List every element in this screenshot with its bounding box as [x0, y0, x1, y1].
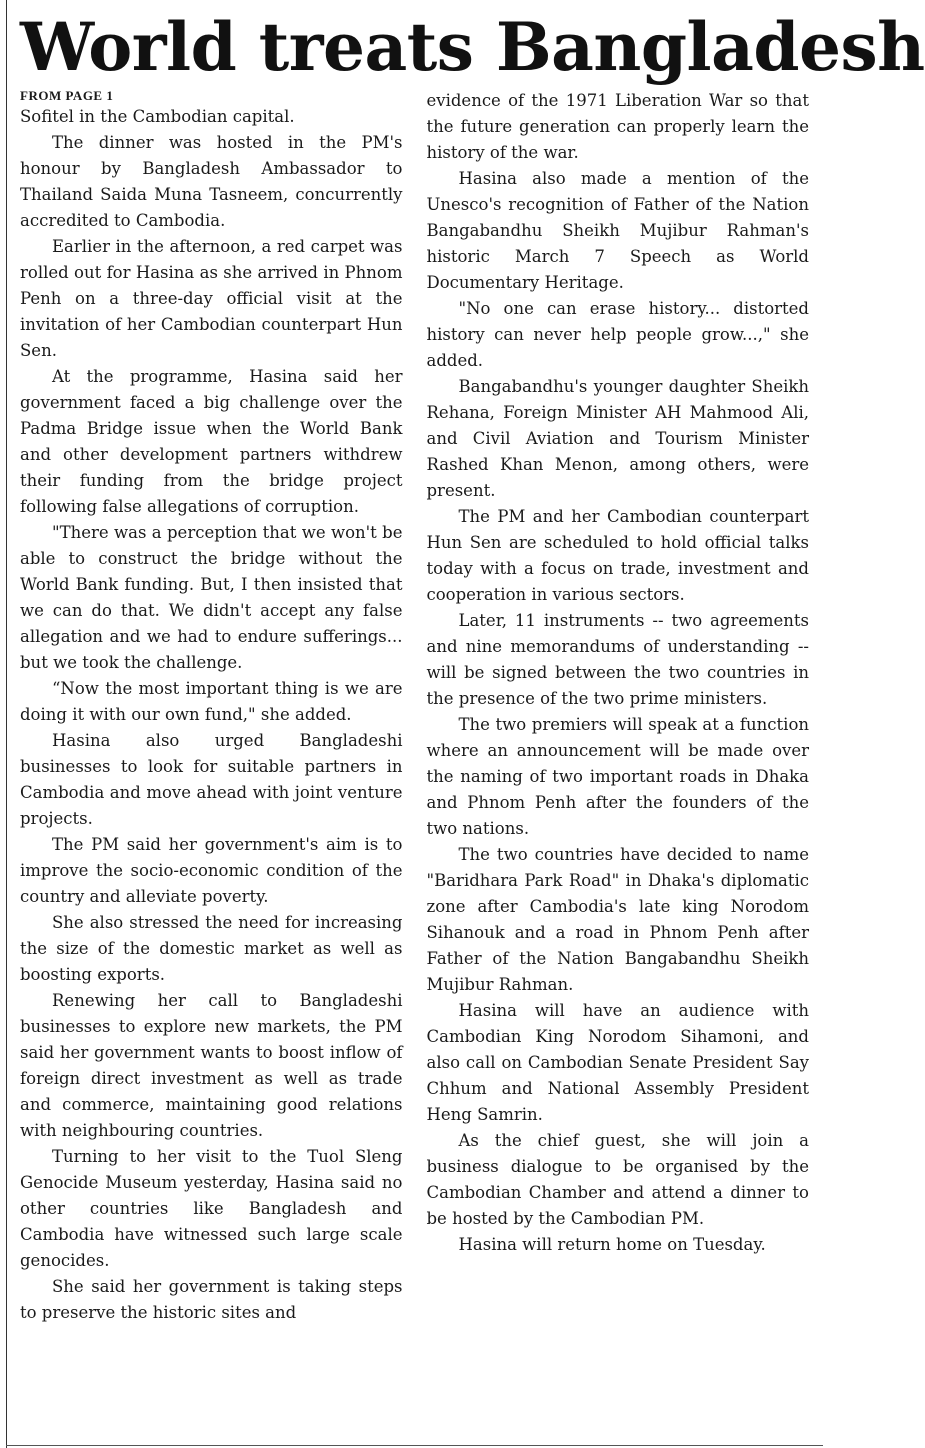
paragraph: At the programme, Hasina said her government faced a big challenge over the Padma Bridge issue when the World Bank and other development partners withdrew their funding from the bridge project following false allegations of corruption. — [20, 367, 403, 516]
paragraph: The two premiers will speak at a function where an announcement will be made over the naming of two important roads in Dhaka and Phnom Penh after the founders of the two nations. — [426, 715, 809, 838]
paragraph: Turning to her visit to the Tuol Sleng Genocide Museum yesterday, Hasina said no other countries like Bangladesh and Cambodia have witnessed such large scale genocides. — [20, 1147, 403, 1270]
jump-line: FROM PAGE 1 — [20, 88, 114, 103]
paragraph: Hasina also urged Bangladeshi businesses to look for suitable partners in Cambodia and move ahead with joint venture projects. — [20, 731, 403, 828]
paragraph: Hasina will have an audience with Cambodian King Norodom Sihamoni, and also call on Cambodian Senate President Say Chhum and National Assembly President Heng Samrin. — [426, 1001, 809, 1124]
paragraph: Sofitel in the Cambodian capital. — [20, 107, 295, 126]
paragraph: “Now the most important thing is we are doing it with our own fund," she added. — [20, 679, 403, 724]
paragraph: She said her government is taking steps to preserve the historic sites and — [20, 1277, 403, 1322]
paragraph: evidence of the 1971 Liberation War so that the future generation can properly learn the history of the war. — [426, 91, 809, 162]
paragraph: Earlier in the afternoon, a red carpet was rolled out for Hasina as she arrived in Phnom Penh on a three-day official visit at the invitation of her Cambodian counterpart Hun Sen. — [20, 237, 403, 360]
paragraph: Bangabandhu's younger daughter Sheikh Rehana, Foreign Minister AH Mahmood Ali, and Civil Aviation and Tourism Minister Rashed Khan Menon, among others, were present. — [426, 377, 809, 500]
column-right — [427, 88, 810, 1326]
paragraph: The PM and her Cambodian counterpart Hun Sen are scheduled to hold official talks today with a focus on trade, investment and cooperation in various sectors. — [426, 507, 809, 604]
paragraph: She also stressed the need for increasing the size of the domestic market as well as boosting exports. — [20, 913, 403, 984]
paragraph: As the chief guest, she will join a business dialogue to be organised by the Cambodian Chamber and attend a dinner to be hosted by the Cambodian PM. — [426, 1131, 809, 1228]
paragraph: The two countries have decided to name "Baridhara Park Road" in Dhaka's diplomatic zone after Cambodia's late king Norodom Sihanouk and a road in Phnom Penh after Father of the Nation Bangabandhu Sheikh Mujibur Rahman. — [426, 845, 809, 994]
article-body — [20, 88, 809, 1326]
paragraph: "No one can erase history... distorted history can never help people grow...," she added. — [426, 299, 809, 370]
left-column-rule — [6, 0, 7, 1448]
paragraph: Hasina also made a mention of the Unesco's recognition of Father of the Nation Bangabandhu Sheikh Mujibur Rahman's historic March 7 Speech as World Documentary Heritage. — [426, 169, 809, 292]
paragraph: "There was a perception that we won't be able to construct the bridge without the World Bank funding. But, I then insisted that we can do that. We didn't accept any false allegation and we had to endure sufferings... but we took the challenge. — [20, 523, 403, 672]
headline: World treats Bangladesh — [20, 8, 925, 86]
bottom-rule — [6, 1445, 823, 1446]
paragraph: Hasina will return home on Tuesday. — [458, 1235, 766, 1254]
paragraph: Later, 11 instruments -- two agreements and nine memorandums of understanding -- will be signed between the two countries in the presence of the two prime ministers. — [426, 611, 809, 708]
paragraph: The PM said her government's aim is to improve the socio-economic condition of the country and alleviate poverty. — [20, 835, 403, 906]
paragraph: The dinner was hosted in the PM's honour by Bangladesh Ambassador to Thailand Saida Muna Tasneem, concurrently accredited to Cambodia. — [20, 133, 403, 230]
paragraph: Renewing her call to Bangladeshi businesses to explore new markets, the PM said her government wants to boost inflow of foreign direct investment as well as trade and commerce, maintaining good relations with neighbouring countries. — [20, 991, 403, 1140]
column-left — [20, 88, 403, 1326]
